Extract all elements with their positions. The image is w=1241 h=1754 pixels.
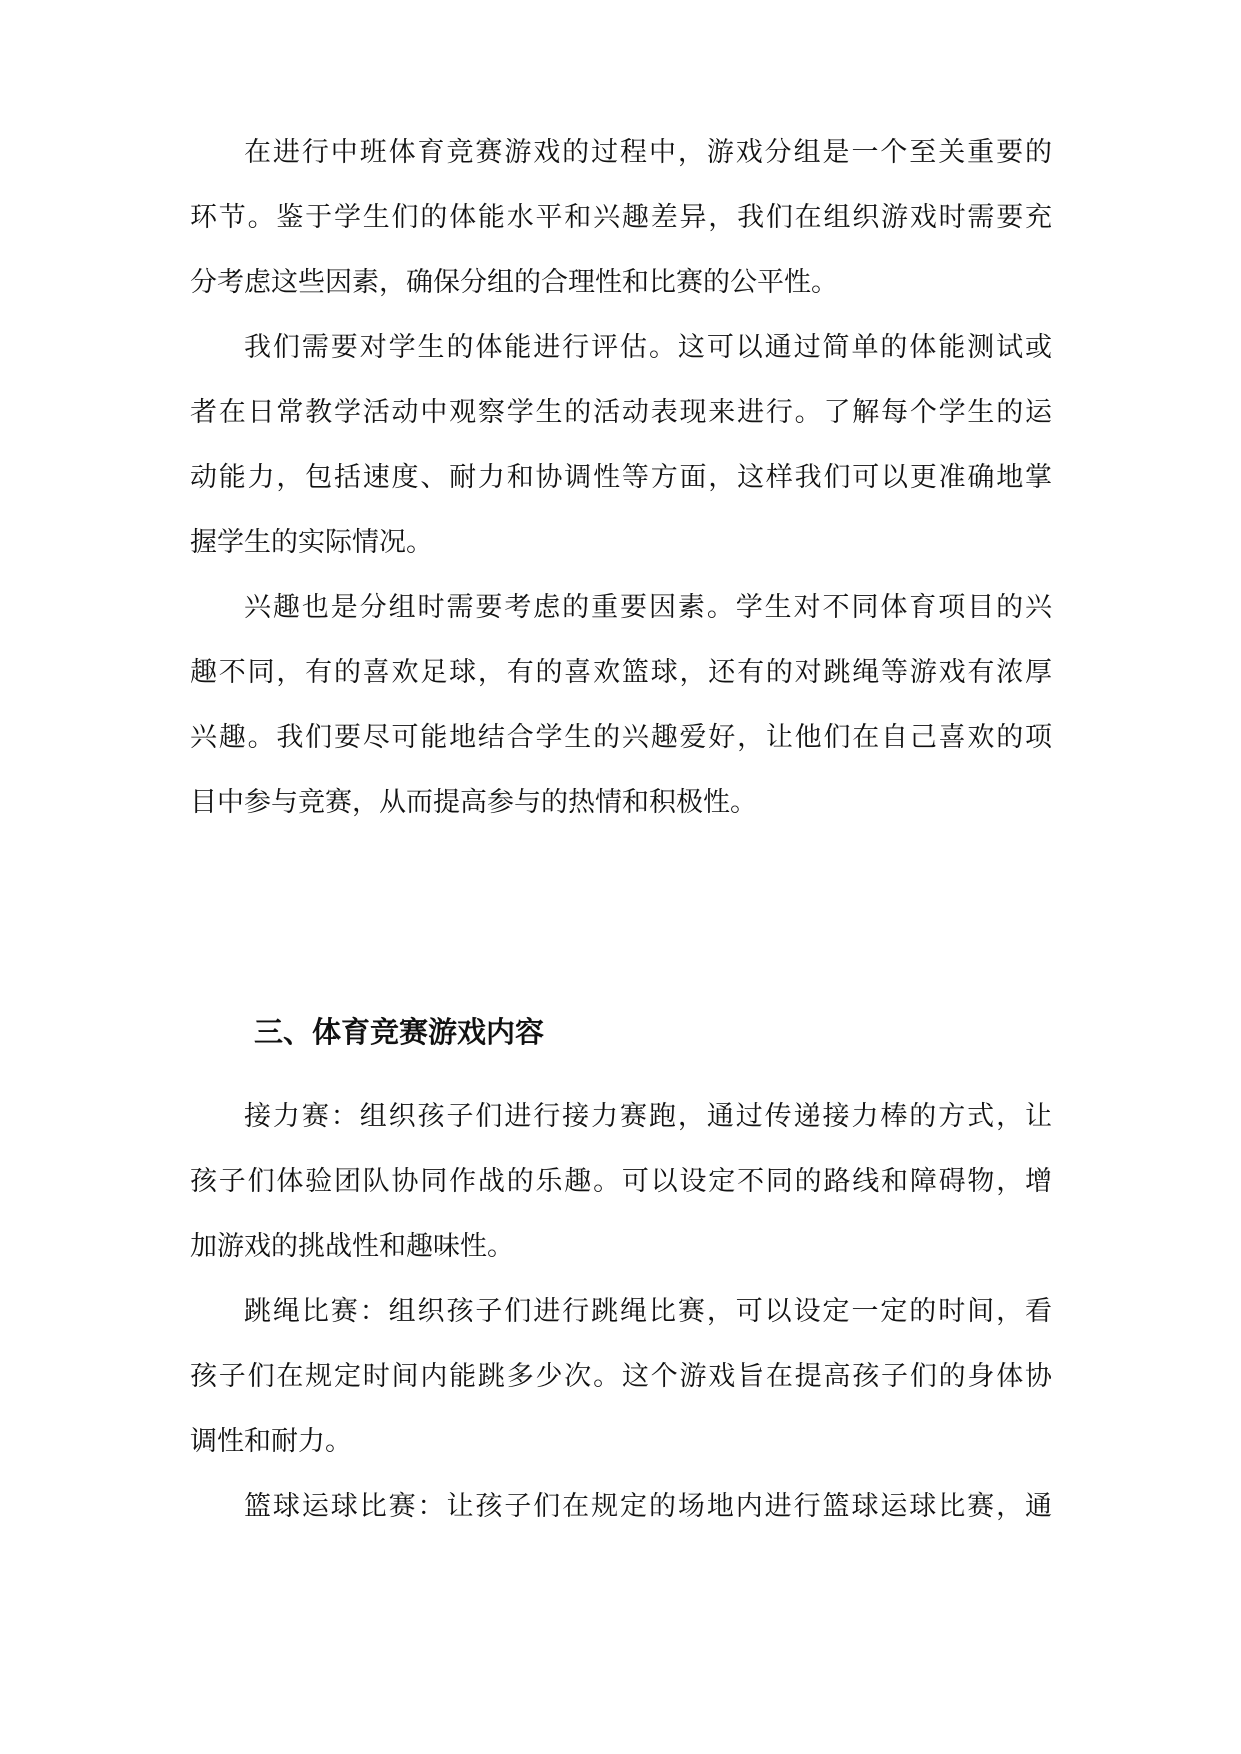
paragraph-line: 孩子们在规定时间内能跳多少次。这个游戏旨在提高孩子们的身体协 xyxy=(190,1361,1052,1392)
paragraph-line: 动能力，包括速度、耐力和协调性等方面，这样我们可以更准确地掌 xyxy=(190,462,1052,493)
section-heading: 三、体育竞赛游戏内容 xyxy=(254,1015,545,1049)
paragraph-line: 接力赛：组织孩子们进行接力赛跑，通过传递接力棒的方式，让 xyxy=(244,1101,1052,1132)
paragraph-line: 兴趣。我们要尽可能地结合学生的兴趣爱好，让他们在自己喜欢的项 xyxy=(190,722,1052,753)
paragraph-line: 篮球运球比赛：让孩子们在规定的场地内进行篮球运球比赛，通 xyxy=(244,1491,1052,1522)
paragraph-line: 跳绳比赛：组织孩子们进行跳绳比赛，可以设定一定的时间，看 xyxy=(244,1296,1052,1327)
paragraph-line: 加游戏的挑战性和趣味性。 xyxy=(190,1231,514,1262)
paragraph-line: 趣不同，有的喜欢足球，有的喜欢篮球，还有的对跳绳等游戏有浓厚 xyxy=(190,657,1052,688)
paragraph-line: 调性和耐力。 xyxy=(190,1426,352,1457)
paragraph-line: 在进行中班体育竞赛游戏的过程中，游戏分组是一个至关重要的 xyxy=(244,137,1052,168)
paragraph-line: 环节。鉴于学生们的体能水平和兴趣差异，我们在组织游戏时需要充 xyxy=(190,202,1052,233)
paragraph-line: 目中参与竞赛，从而提高参与的热情和积极性。 xyxy=(190,787,757,818)
paragraph-line: 我们需要对学生的体能进行评估。这可以通过简单的体能测试或 xyxy=(244,332,1052,363)
paragraph-line: 分考虑这些因素，确保分组的合理性和比赛的公平性。 xyxy=(190,267,838,298)
paragraph-line: 者在日常教学活动中观察学生的活动表现来进行。了解每个学生的运 xyxy=(190,397,1052,428)
paragraph-line: 兴趣也是分组时需要考虑的重要因素。学生对不同体育项目的兴 xyxy=(244,592,1052,623)
paragraph-line: 握学生的实际情况。 xyxy=(190,527,433,558)
paragraph-line: 孩子们体验团队协同作战的乐趣。可以设定不同的路线和障碍物，增 xyxy=(190,1166,1052,1197)
